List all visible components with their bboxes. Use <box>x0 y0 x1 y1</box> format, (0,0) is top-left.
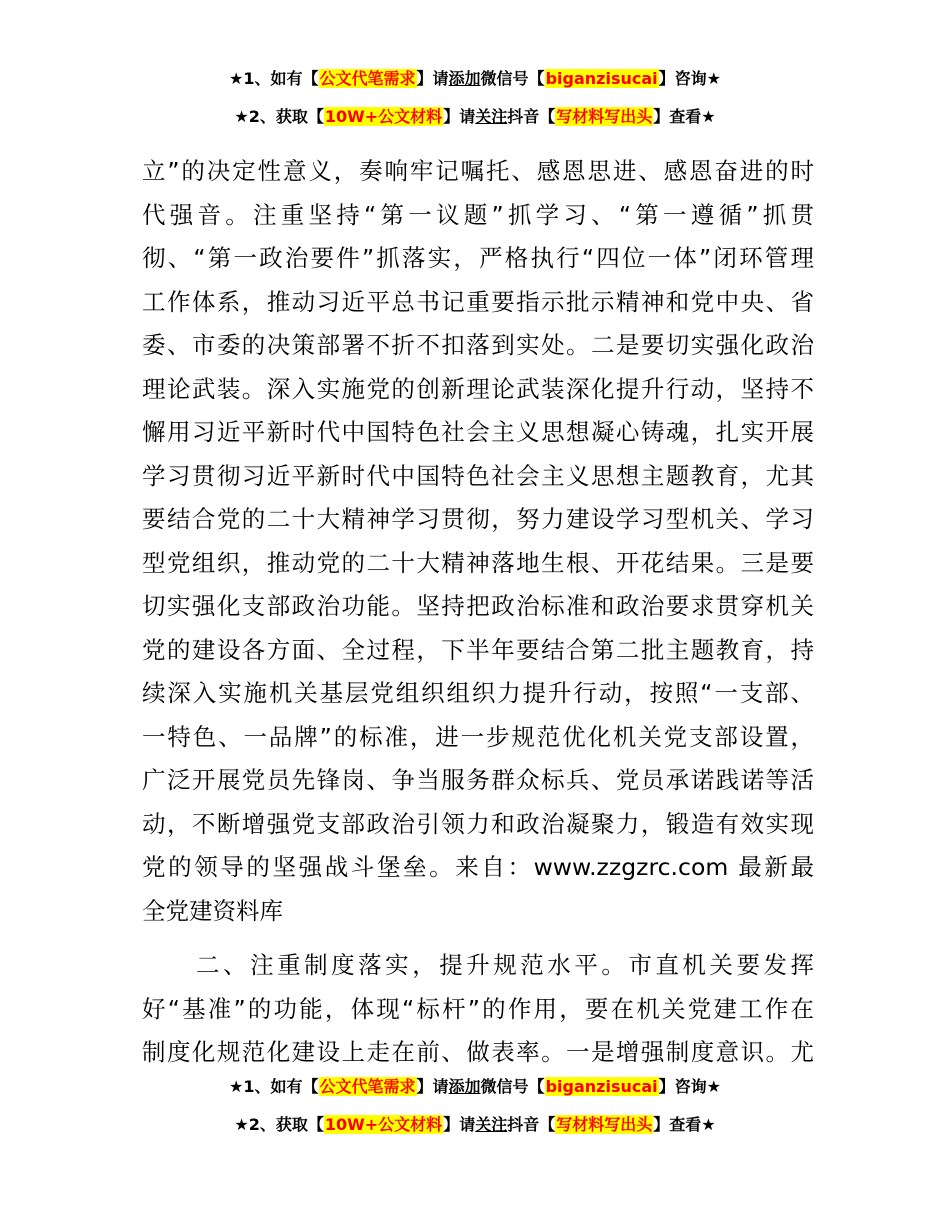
text-line: 二、注重制度落实，提升规范水平。市直机关要发挥 <box>142 951 814 979</box>
banner-suffix: 】查看★ <box>653 107 716 126</box>
footer-banner-line-2 <box>0 1114 950 1136</box>
text-line: 彻、“第一政治要件”抓落实，严格执行“四位一体”闭环管理 <box>142 244 814 272</box>
banner-suffix: 】咨询★ <box>658 1077 721 1096</box>
text-line: 学习贯彻习近平新时代中国特色社会主义思想主题教育，尤其 <box>142 461 814 490</box>
banner-text: 】请 <box>443 107 476 126</box>
banner-underlined-text: 关注 <box>475 107 508 126</box>
text-line: 党的建设各方面、全过程，下半年要结合第二批主题教育，持 <box>142 635 814 664</box>
banner-prefix: ★1、如有【 <box>229 1077 319 1096</box>
body-paragraph-2 <box>142 944 814 1075</box>
text-line: 理论武装。深入实施党的创新理论武装深化提升行动，坚持不 <box>142 374 814 403</box>
banner-text: 抖音【 <box>507 107 556 126</box>
banner-highlight: 公文代笔需求 <box>319 1077 416 1096</box>
text-line: 广泛开展党员先锋岗、争当服务群众标兵、党员承诺践诺等活 <box>142 766 814 794</box>
text-line: 型党组织，推动党的二十大精神落地生根、开花结果。三是要 <box>142 548 814 577</box>
text-line: 切实强化支部政治功能。坚持把政治标准和政治要求贯穿机关 <box>142 592 814 620</box>
banner-text: 微信号【 <box>480 1077 545 1096</box>
banner-suffix: 】咨询★ <box>658 69 721 88</box>
banner-text: 】请 <box>416 69 449 88</box>
text-line: 工作体系，推动习近平总书记重要指示批示精神和党中央、省 <box>142 287 814 316</box>
header-banner-line-1 <box>0 68 950 90</box>
banner-highlight: 公文代笔需求 <box>319 69 416 88</box>
footer-banner-line-1 <box>0 1076 950 1098</box>
banner-suffix: 】查看★ <box>653 1115 716 1134</box>
text-line: 懈用习近平新时代中国特色社会主义思想凝心铸魂，扎实开展 <box>142 418 814 446</box>
banner-text: 抖音【 <box>507 1115 556 1134</box>
text-line: 制度化规范化建设上走在前、做表率。一是增强制度意识。尤 <box>142 1038 814 1066</box>
text-line: 党的领导的坚强战斗堡垒。来自：www.zzgzrc.com 最新最 <box>142 853 814 881</box>
text-line: 全党建资料库 <box>142 896 283 925</box>
text-line: 续深入实施机关基层党组织组织力提升行动，按照“一支部、 <box>142 679 814 707</box>
banner-highlight: biganzisucai <box>545 1077 658 1096</box>
banner-text: 微信号【 <box>480 69 545 88</box>
header-banner-line-2 <box>0 106 950 128</box>
text-line: 动，不断增强党支部政治引领力和政治凝聚力，锻造有效实现 <box>142 809 814 838</box>
banner-text: 】请 <box>443 1115 476 1134</box>
banner-highlight: 10W+公文材料 <box>324 1115 443 1134</box>
banner-prefix: ★2、获取【 <box>234 1115 324 1134</box>
banner-highlight: biganzisucai <box>545 69 658 88</box>
text-line: 要结合党的二十大精神学习贯彻，努力建设学习型机关、学习 <box>142 505 814 533</box>
banner-highlight: 写材料写出头 <box>556 107 653 126</box>
text-line: 好“基准”的功能，体现“标杆”的作用，要在机关党建工作在 <box>142 994 814 1023</box>
banner-underlined-text: 添加 <box>448 69 481 88</box>
banner-prefix: ★1、如有【 <box>229 69 319 88</box>
banner-highlight: 10W+公文材料 <box>324 107 443 126</box>
body-paragraph-1 <box>142 150 814 933</box>
text-line: 代强音。注重坚持“第一议题”抓学习、“第一遵循”抓贯 <box>142 200 814 229</box>
text-line: 立”的决定性意义，奏响牢记嘱托、感恩思进、感恩奋进的时 <box>142 157 814 185</box>
banner-underlined-text: 添加 <box>448 1077 481 1096</box>
banner-prefix: ★2、获取【 <box>234 107 324 126</box>
banner-underlined-text: 关注 <box>475 1115 508 1134</box>
text-line: 一特色、一品牌”的标准，进一步规范优化机关党支部设置， <box>142 722 814 751</box>
banner-highlight: 写材料写出头 <box>556 1115 653 1134</box>
text-line: 委、市委的决策部署不折不扣落到实处。二是要切实强化政治 <box>142 331 814 359</box>
banner-text: 】请 <box>416 1077 449 1096</box>
